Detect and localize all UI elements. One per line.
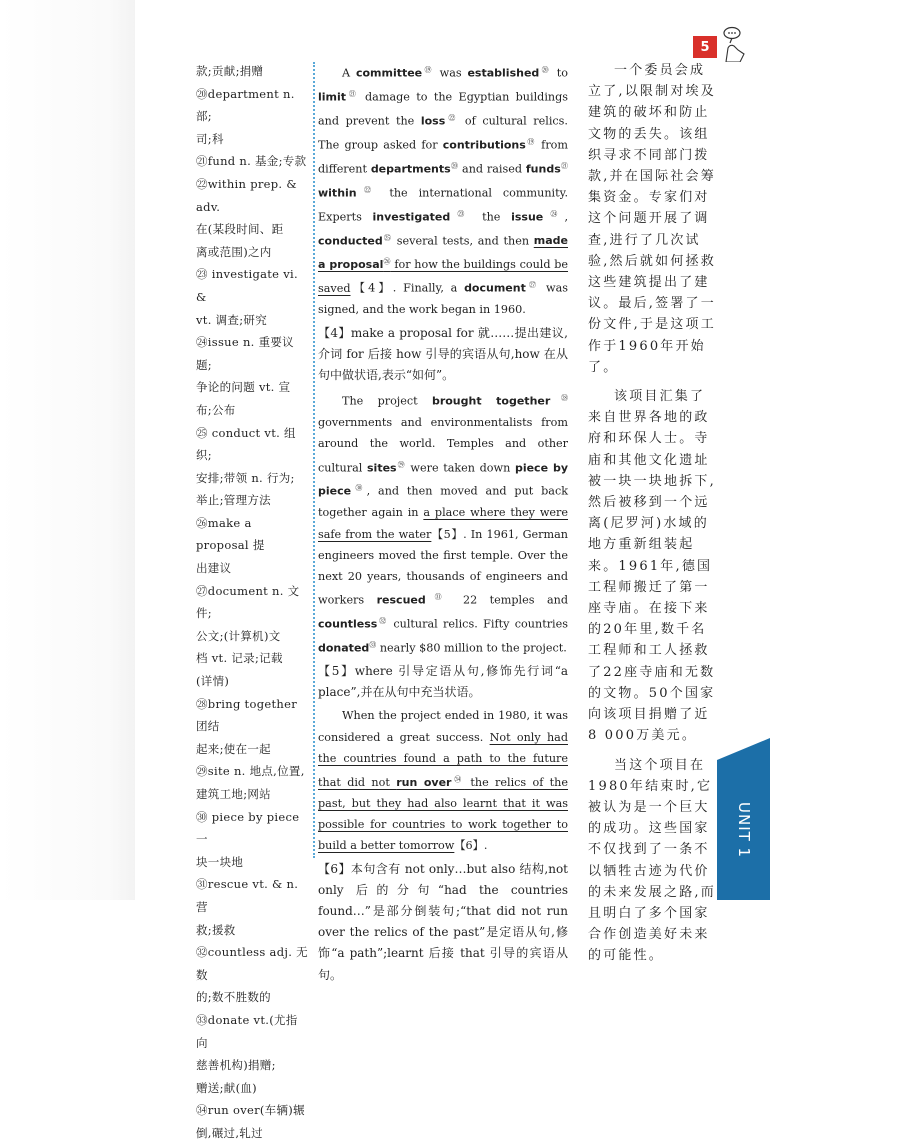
vocab-word: committee [355,66,423,80]
vocab-word: departments [370,162,451,176]
vocab-word: issue [511,210,544,224]
glossary-line: ⑳department n. 部; [196,86,295,124]
vocab-word: sites [367,461,397,475]
glossary-line: ㉕ conduct vt. 组织; [196,425,296,463]
glossary-line: ㉞run over(车辆)辗 [196,1103,305,1118]
glossary-line: 离或范围)之内 [196,244,272,259]
page-number: 5 [693,36,717,58]
glossary-line: ㉘bring together 团结 [196,696,298,734]
glossary-line: ㉑fund n. 基金;专款 [196,154,307,169]
glossary-line: ㉖make a proposal 提 [196,515,265,553]
glossary-line: 布;公布 [196,402,236,417]
underlined-phrase: for how the buildings could be saved [318,258,569,296]
vocab-word: document [464,282,526,296]
glossary-line: 司;科 [196,131,224,146]
vocab-word: investigated [372,210,451,224]
page-gutter-shade [0,0,135,900]
glossary-line: ㉛rescue vt. & n. 营 [196,877,299,914]
vocab-word: loss [420,114,446,128]
glossary-line: vt. 调查;研究 [196,312,268,327]
grammar-note-6: 【6】本句含有 not only…but also 结构,not only 后的分句“had the countries found…”是部分倒装句;“that did not run over the relics of the past”是定语从句,修饰“a path”;learnt 后接 that 引导的宾语从句。 [318,861,568,982]
glossary-line: 赠送;献(血) [196,1080,257,1095]
passage-paragraph-2: The project brought together$^㉘$ governments and environmentalists from around the world. Temples and other cultural sites$^㉙$ were taken down piece by piece$^㉚$, and then moved and put back together again in a place where they were safe from the water【5】. In 1961, German engineers moved the first temple. Over the next 20 years, thousands of engineers and workers rescued$^㉛$ 22 temples and countless$^㉜$ cultural relics. Fifty countries donated$^㉝$ nearly $80 million to the project. [318,394,569,655]
glossary-line: 慈善机构)捐赠; [196,1058,276,1073]
glossary-line: 块一块地 [196,854,244,869]
reading-passage [318,60,568,988]
glossary-line: 倒,碾过,轧过 [196,1125,263,1140]
glossary-line: 的;数不胜数的 [196,990,271,1005]
grammar-note-4: 【4】make a proposal for 就……提出建议,介词 for 后接 how 引导的宾语从句,how 在从句中做状语,表示“如何”。 [318,325,568,382]
vocab-word: countless [318,617,378,631]
glossary-line: 安排;带领 n. 行为; [196,470,295,485]
vocab-word: limit [318,90,347,104]
translation-column [588,60,716,967]
column-divider [313,62,315,858]
glossary-line: 举止;管理方法 [196,493,271,508]
glossary-line: 公文;(计算机)文 [196,628,281,643]
speech-bubble-icon [720,26,748,62]
passage-paragraph-3: When the project ended in 1980, it was considered a great success. Not only had the countries found a path to the future that did not run over$^㉞$ the relics of the past, but they had also learnt that it was possible for countries to work together to build a better tomorrow【6】. [318,709,569,853]
underlined-phrase: a place where they were safe from the water [318,506,569,541]
glossary-line: ㉓ investigate vi. & [196,267,298,304]
translation-paragraph-3: 当这个项目在1980年结束时,它被认为是一个巨大的成功。这些国家不仅找到了一条不以牺牲古迹为代价的未来发展之路,而且明白了多个国家合作创造美好未来的可能性。 [588,757,716,964]
passage-paragraph-1: A committee⑲ was established⑳ to limit$^㉑$ damage to the Egyptian buildings and prevent the loss$^㉒$ of cultural relics. The group asked for contributions⑲ from different departments⑳ and raised funds$^㉑$ within$^㉒$ the international community. Experts investigated$^㉓$ the issue$^㉔$, conducted$^㉕$ several tests, and then made a proposal$^㉖$ for how the buildings could be saved【4】. Finally, a document$^㉗$ was signed, and the work began in 1960. [318,66,569,317]
unit-label: UNIT 1 [735,801,753,859]
glossary-line: 出建议 [196,561,232,576]
glossary-line: 争论的问题 vt. 宣 [196,380,291,395]
translation-paragraph-1: 一个委员会成立了,以限制对埃及建筑的破坏和防止文物的丢失。该组织寻求不同部门拨款,并在国际社会筹集资金。专家们对这个问题开展了调查,进行了几次试验,然后就如何拯救这些建筑提出了建议。最后,签署了一份文件,于是这项工作于1960年开始了。 [588,63,716,375]
translation-paragraph-2: 该项目汇集了来自世界各地的政府和环保人士。寺庙和其他文化遗址被一块一块地拆下,然后被移到一个远离(尼罗河)水域的地方重新组装起来。1961年,德国工程师搬迁了第一座寺庙。在接下来的20年里,数千名工程师和工人拯救了22座寺庙和无数的文物。50个国家向该项目捐赠了近8 000万美元。 [588,389,716,744]
glossary-line: ㉔issue n. 重要议题; [196,335,294,372]
vocab-word: donated [318,641,370,655]
glossary-line: (详情) [196,674,230,689]
glossary-line: 款;贡献;捐赠 [196,64,264,78]
vocab-word: brought together [431,394,551,408]
glossary-line: 起来;使在一起 [196,741,271,756]
vocab-word: within [318,186,357,200]
vocab-word: made a proposal [318,234,568,272]
glossary-line: ㉚ piece by piece 一 [196,809,300,847]
vocab-word: funds [525,162,561,176]
vocab-word: conducted [318,234,383,248]
vocab-word: piece by piece [318,461,568,499]
glossary-line: ㉝donate vt.(尤指向 [196,1012,298,1050]
glossary-line: ㉙site n. 地点,位置, [196,764,305,779]
grammar-note-5: 【5】where 引导定语从句,修饰先行词“a place”,并在从句中充当状语。 [318,664,568,700]
glossary-line: ㉜countless adj. 无数 [196,945,308,982]
vocab-word: run over [396,775,452,789]
glossary-line: 在(某段时间、距 [196,222,284,237]
glossary-line: ㉒within prep. & adv. [196,176,297,214]
vocab-word: contributions [442,138,526,152]
glossary-line: ㉗document n. 文件; [196,583,300,621]
glossary-column [196,60,308,1145]
vocab-word: established [467,66,540,80]
glossary-line: 救;援救 [196,922,236,937]
glossary-line: 建筑工地;网站 [196,787,271,801]
glossary-line: 档 vt. 记录;记载 [196,651,283,666]
vocab-word: rescued [376,593,426,607]
underlined-phrase: Not only had the countries found a path to the future that did not run over$^㉞$ the relics of the past, but they had also learnt that it was possible for countries to work together to build a better tomorrow [318,730,569,853]
